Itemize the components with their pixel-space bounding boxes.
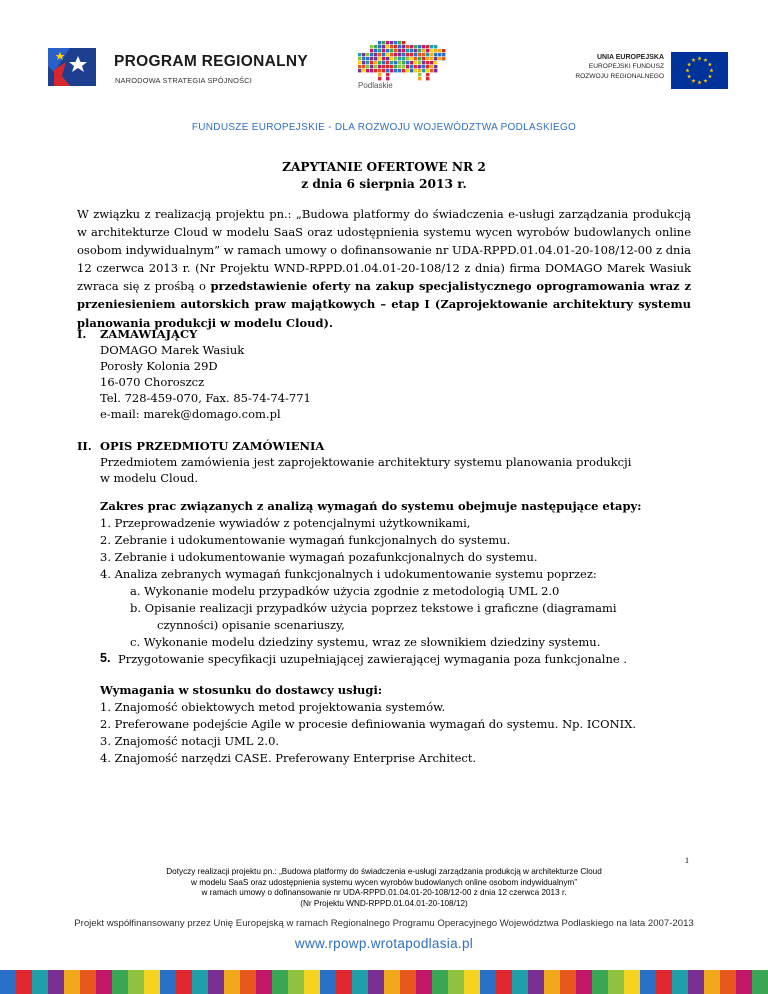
- bison-tile: [410, 65, 413, 68]
- bison-tile: [438, 49, 441, 52]
- bison-tile: [426, 69, 429, 72]
- bison-tile: [394, 53, 397, 56]
- bison-tile: [390, 41, 393, 44]
- bison-tile: [386, 41, 389, 44]
- bison-tile: [390, 65, 393, 68]
- bison-tile: [362, 65, 365, 68]
- bison-tile: [410, 61, 413, 64]
- bison-tile: [414, 45, 417, 48]
- bison-tile: [402, 65, 405, 68]
- bison-tile: [426, 65, 429, 68]
- bison-tile: [418, 61, 421, 64]
- bison-tile: [442, 57, 445, 60]
- bison-tile: [390, 61, 393, 64]
- bison-tile: [434, 65, 437, 68]
- scope-substep: a. Wykonanie modelu przypadków użycia zgodnie z metodologią UML 2.0: [130, 584, 560, 598]
- scope-substep: b. Opisanie realizacji przypadków użycia poprzez tekstowe i graficzne (diagramami: [130, 601, 617, 615]
- bison-tile: [378, 77, 381, 80]
- scope-step5-number: 5.: [100, 651, 111, 665]
- color-bar-segment: [736, 970, 752, 994]
- bison-tile: [438, 57, 441, 60]
- bison-tile: [386, 49, 389, 52]
- color-bar-segment: [752, 970, 768, 994]
- doc-date: z dnia 6 sierpnia 2013 r.: [301, 177, 467, 191]
- color-bar-segment: [272, 970, 288, 994]
- bison-tile: [410, 45, 413, 48]
- bison-tile: [430, 69, 433, 72]
- bison-tile: [374, 61, 377, 64]
- requirement-item: 3. Znajomość notacji UML 2.0.: [100, 734, 280, 748]
- bison-tile: [418, 49, 421, 52]
- color-bar-segment: [432, 970, 448, 994]
- podlaskie-bison-icon: [356, 40, 456, 82]
- bison-tile: [434, 49, 437, 52]
- bison-tile: [366, 57, 369, 60]
- page-number: 1: [685, 856, 689, 865]
- color-bar-segment: [320, 970, 336, 994]
- bison-tile: [378, 57, 381, 60]
- bison-tile: [426, 57, 429, 60]
- bison-tile: [390, 45, 393, 48]
- section1-email: e-mail: marek@domago.com.pl: [100, 407, 281, 421]
- color-bar-segment: [720, 970, 736, 994]
- color-bar-segment: [672, 970, 688, 994]
- color-bar-segment: [352, 970, 368, 994]
- color-bar-segment: [144, 970, 160, 994]
- bison-tile: [386, 45, 389, 48]
- section2-number: II.: [77, 439, 92, 453]
- bison-tile: [390, 49, 393, 52]
- scope-heading: Zakres prac związanych z analizą wymagań do systemu obejmuje następujące etapy:: [100, 499, 642, 513]
- bison-tile: [390, 57, 393, 60]
- section2-desc: Przedmiotem zamówienia jest zaprojektowanie architektury systemu planowania produkcji: [100, 455, 632, 469]
- color-bar-segment: [464, 970, 480, 994]
- bison-tile: [366, 61, 369, 64]
- bison-tile: [418, 73, 421, 76]
- eu-line3: ROZWOJU REGIONALNEGO: [575, 72, 664, 80]
- bison-tile: [430, 49, 433, 52]
- requirement-item: 1. Znajomość obiektowych metod projektowania systemów.: [100, 700, 446, 714]
- eu-line1: UNIA EUROPEJSKA: [596, 54, 664, 61]
- color-bar-segment: [96, 970, 112, 994]
- color-bar-segment: [128, 970, 144, 994]
- requirement-item: 4. Znajomość narzędzi CASE. Preferowany Enterprise Architect.: [100, 751, 477, 765]
- bison-tile: [382, 41, 385, 44]
- bison-tile: [370, 53, 373, 56]
- bison-tile: [378, 65, 381, 68]
- bison-tile: [434, 53, 437, 56]
- bison-tile: [378, 61, 381, 64]
- bison-tile: [414, 65, 417, 68]
- bison-tile: [406, 57, 409, 60]
- color-bar-segment: [64, 970, 80, 994]
- color-bar-segment: [416, 970, 432, 994]
- color-bar-segment: [384, 970, 400, 994]
- bison-tile: [402, 61, 405, 64]
- bison-tile: [410, 49, 413, 52]
- bison-tile: [386, 77, 389, 80]
- bison-tile: [390, 69, 393, 72]
- color-bar-segment: [208, 970, 224, 994]
- bison-tile: [362, 57, 365, 60]
- bison-tile: [358, 65, 361, 68]
- bison-tile: [398, 45, 401, 48]
- color-bar-segment: [16, 970, 32, 994]
- scope-substep: c. Wykonanie modelu dziedziny systemu, wraz ze słownikiem dziedziny systemu.: [130, 635, 601, 649]
- program-regionalny-subtitle: NARODOWA STRATEGIA SPÓJNOŚCI: [115, 76, 253, 85]
- bison-tile: [406, 69, 409, 72]
- bison-tile: [366, 53, 369, 56]
- bison-tile: [434, 69, 437, 72]
- bison-tile: [414, 61, 417, 64]
- bison-tile: [358, 61, 361, 64]
- color-bar-segment: [192, 970, 208, 994]
- eu-logo: [563, 52, 728, 92]
- color-bar-segment: [496, 970, 512, 994]
- bison-tile: [382, 45, 385, 48]
- bison-tile: [374, 49, 377, 52]
- bison-tile: [414, 57, 417, 60]
- scope-step: 3. Zebranie i udokumentowanie wymagań pozafunkcjonalnych do systemu.: [100, 550, 538, 564]
- bison-tile: [406, 53, 409, 56]
- bison-tile: [386, 57, 389, 60]
- color-bar-segment: [592, 970, 608, 994]
- bison-tile: [374, 45, 377, 48]
- bison-tile: [426, 61, 429, 64]
- footer-color-bar: [0, 970, 768, 994]
- scope-step: 2. Zebranie i udokumentowanie wymagań funkcjonalnych do systemu.: [100, 533, 511, 547]
- bison-tile: [374, 69, 377, 72]
- bison-tile: [402, 69, 405, 72]
- scope-step: 1. Przeprowadzenie wywiadów z potencjalnymi użytkownikami,: [100, 516, 471, 530]
- bison-tile: [410, 69, 413, 72]
- podlaskie-logo: [356, 40, 456, 96]
- bison-tile: [378, 73, 381, 76]
- eu-line2: EUROPEJSKI FUNDUSZ: [588, 63, 664, 71]
- bison-tile: [378, 53, 381, 56]
- bison-tile: [370, 69, 373, 72]
- bison-tile: [434, 61, 437, 64]
- requirements-heading: Wymagania w stosunku do dostawcy usługi:: [100, 683, 383, 697]
- bison-tile: [422, 53, 425, 56]
- footer-note-line: w modelu SaaS oraz udostępnienia systemu wycen wyrobów budowlanych online osobom indywidualnym”: [191, 877, 577, 887]
- bison-tile: [430, 57, 433, 60]
- section1-line: Porosły Kolonia 29D: [100, 359, 218, 373]
- bison-tile: [422, 65, 425, 68]
- bison-tile: [430, 53, 433, 56]
- bison-tile: [386, 61, 389, 64]
- eu-text: [575, 53, 664, 81]
- bison-tile: [394, 61, 397, 64]
- bison-tile: [382, 57, 385, 60]
- color-bar-segment: [304, 970, 320, 994]
- eu-flag-icon: [671, 52, 728, 89]
- bison-tile: [362, 61, 365, 64]
- color-bar-segment: [256, 970, 272, 994]
- bison-tile: [394, 41, 397, 44]
- color-bar-segment: [448, 970, 464, 994]
- bison-tile: [394, 65, 397, 68]
- color-bar-segment: [224, 970, 240, 994]
- color-bar-segment: [48, 970, 64, 994]
- bison-tile: [426, 49, 429, 52]
- footer-note-line: Dotyczy realizacji projektu pn.: „Budowa platformy do świadczenia e-usługi zarządzania produkcją w architekturze Cloud: [166, 867, 602, 876]
- bison-tile: [394, 69, 397, 72]
- color-bar-segment: [560, 970, 576, 994]
- bison-tile: [418, 77, 421, 80]
- bison-tile: [402, 49, 405, 52]
- bison-tile: [438, 53, 441, 56]
- intro-text: W związku z realizacją projektu pn.: „Budowa platformy do świadczenia e-usługi zarządzania produkcją w architekturze Cloud w modelu SaaS oraz udostępnienia systemu wycen wyrobów budowlanych online osobom indywidualnym” w ramach umowy o dofinansowanie nr UDA-RPPD.01.04.01-20-108/12-00 z dnia 12 czerwca 2013 r. (Nr Projektu WND-RPPD.01.04.01-20-108/12 z dnia) firma DOMAGO Marek Wasiuk zwraca się z prośbą o: [77, 207, 691, 294]
- requirement-item: 2. Preferowane podejście Agile w procesie definiowania wymagań do systemu. Np. ICONIX.: [100, 717, 637, 731]
- bison-tile: [398, 57, 401, 60]
- bison-tile: [398, 69, 401, 72]
- bison-tile: [434, 45, 437, 48]
- color-bar-segment: [480, 970, 496, 994]
- bison-tile: [378, 49, 381, 52]
- bison-tile: [386, 53, 389, 56]
- section1-line: 16-070 Choroszcz: [100, 375, 205, 389]
- section2-desc: w modelu Cloud.: [100, 471, 199, 485]
- bison-tile: [386, 69, 389, 72]
- bison-tile: [434, 57, 437, 60]
- bison-tile: [398, 65, 401, 68]
- bison-tile: [430, 65, 433, 68]
- color-bar-segment: [512, 970, 528, 994]
- bison-tile: [374, 53, 377, 56]
- bison-tile: [414, 69, 417, 72]
- program-regionalny-title: PROGRAM REGIONALNY: [114, 53, 308, 70]
- bison-tile: [394, 49, 397, 52]
- bison-tile: [370, 49, 373, 52]
- bison-tile: [422, 69, 425, 72]
- color-bar-segment: [0, 970, 16, 994]
- bison-tile: [398, 61, 401, 64]
- bison-tile: [358, 57, 361, 60]
- bison-tile: [442, 49, 445, 52]
- bison-tile: [394, 45, 397, 48]
- program-regionalny-emblem-icon: [40, 42, 102, 90]
- bison-tile: [386, 65, 389, 68]
- section2-heading: OPIS PRZEDMIOTU ZAMÓWIENIA: [100, 439, 325, 453]
- bison-tile: [402, 45, 405, 48]
- bison-tile: [382, 61, 385, 64]
- bison-tile: [370, 45, 373, 48]
- bison-tile: [362, 53, 365, 56]
- bison-tile: [398, 53, 401, 56]
- color-bar-segment: [640, 970, 656, 994]
- bison-tile: [382, 69, 385, 72]
- intro-bold-text: przedstawienie oferty na zakup specjalistycznego oprogramowania wraz z przeniesieniem autorskich praw majątkowych – etap I (Zaprojektowanie architektury systemu planowania produkcji w modelu Cloud).: [77, 279, 691, 330]
- bison-tile: [382, 53, 385, 56]
- bison-tile: [390, 53, 393, 56]
- footer-note: [0, 867, 768, 909]
- color-bar-segment: [160, 970, 176, 994]
- bison-tile: [386, 73, 389, 76]
- color-bar-segment: [240, 970, 256, 994]
- color-bar-segment: [688, 970, 704, 994]
- bison-tile: [442, 53, 445, 56]
- bison-tile: [422, 57, 425, 60]
- tagline: FUNDUSZE EUROPEJSKIE - DLA ROZWOJU WOJEWÓDZTWA PODLASKIEGO: [191, 122, 577, 133]
- bison-tile: [362, 69, 365, 72]
- bison-tile: [370, 57, 373, 60]
- color-bar-segment: [80, 970, 96, 994]
- color-bar-segment: [624, 970, 640, 994]
- color-bar-segment: [656, 970, 672, 994]
- scope-substep-cont: czynności) opisanie scenariuszy,: [157, 618, 345, 632]
- bison-tile: [418, 69, 421, 72]
- bison-tile: [430, 61, 433, 64]
- color-bar-segment: [368, 970, 384, 994]
- color-bar-segment: [576, 970, 592, 994]
- bison-tile: [382, 49, 385, 52]
- bison-tile: [422, 61, 425, 64]
- bison-tile: [394, 57, 397, 60]
- section1-line: DOMAGO Marek Wasiuk: [100, 343, 245, 357]
- program-regionalny-logo: [40, 42, 310, 94]
- bison-tile: [406, 45, 409, 48]
- bison-tile: [430, 45, 433, 48]
- bison-tile: [418, 53, 421, 56]
- footer-url: www.rpowp.wrotapodlasia.pl: [294, 936, 474, 951]
- color-bar-segment: [608, 970, 624, 994]
- color-bar-segment: [176, 970, 192, 994]
- bison-tile: [358, 53, 361, 56]
- bison-tile: [418, 45, 421, 48]
- bison-tile: [378, 45, 381, 48]
- section1-heading: ZAMAWIAJĄCY: [100, 327, 198, 341]
- color-bar-segment: [528, 970, 544, 994]
- bison-tile: [414, 49, 417, 52]
- bison-tile: [422, 45, 425, 48]
- bison-tile: [426, 73, 429, 76]
- doc-title: ZAPYTANIE OFERTOWE NR 2: [282, 160, 486, 174]
- bison-tile: [418, 65, 421, 68]
- bison-tile: [378, 69, 381, 72]
- bison-tile: [410, 53, 413, 56]
- cofinanced-statement: Projekt współfinansowany przez Unię Europejską w ramach Regionalnego Programu Operacyjnego Województwa Podlaskiego na lata 2007-2013: [74, 918, 694, 929]
- color-bar-segment: [32, 970, 48, 994]
- podlaskie-name: Podlaskie: [358, 81, 393, 90]
- bison-tile: [366, 69, 369, 72]
- bison-tile: [378, 41, 381, 44]
- bison-tile: [370, 61, 373, 64]
- bison-tile: [426, 77, 429, 80]
- color-bar-segment: [336, 970, 352, 994]
- bison-tile: [366, 65, 369, 68]
- bison-tile: [402, 57, 405, 60]
- bison-tile: [402, 41, 405, 44]
- bison-tile: [406, 61, 409, 64]
- color-bar-segment: [704, 970, 720, 994]
- footer-note-line: w ramach umowy o dofinansowanie nr UDA-RPPD.01.04.01-20-108/12-00 z dnia 12 czerwca 2013 r.: [201, 888, 567, 898]
- color-bar-segment: [112, 970, 128, 994]
- bison-tile: [398, 41, 401, 44]
- color-bar-segment: [288, 970, 304, 994]
- bison-tile: [374, 57, 377, 60]
- scope-step: 4. Analiza zebranych wymagań funkcjonalnych i udokumentowanie systemu poprzez:: [100, 567, 597, 581]
- bison-tile: [406, 49, 409, 52]
- bison-tile: [418, 57, 421, 60]
- scope-step5-text: Przygotowanie specyfikacji uzupełniającej zawierającej wymagania poza funkcjonalne .: [118, 652, 627, 666]
- bison-tile: [414, 53, 417, 56]
- bison-tile: [410, 57, 413, 60]
- bison-tile: [374, 65, 377, 68]
- section1-line: Tel. 728-459-070, Fax. 85-74-74-771: [100, 391, 311, 405]
- footer-note-line: (Nr Projektu WND-RPPD.01.04.01-20-108/12): [300, 898, 468, 908]
- bison-tile: [382, 65, 385, 68]
- bison-tile: [406, 65, 409, 68]
- bison-tile: [426, 45, 429, 48]
- bison-tile: [358, 69, 361, 72]
- bison-tile: [398, 49, 401, 52]
- section1-number: I.: [77, 327, 87, 341]
- bison-tile: [426, 53, 429, 56]
- color-bar-segment: [400, 970, 416, 994]
- bison-tile: [370, 65, 373, 68]
- bison-tile: [402, 53, 405, 56]
- intro-paragraph: [77, 205, 691, 332]
- color-bar-segment: [544, 970, 560, 994]
- bison-tile: [422, 49, 425, 52]
